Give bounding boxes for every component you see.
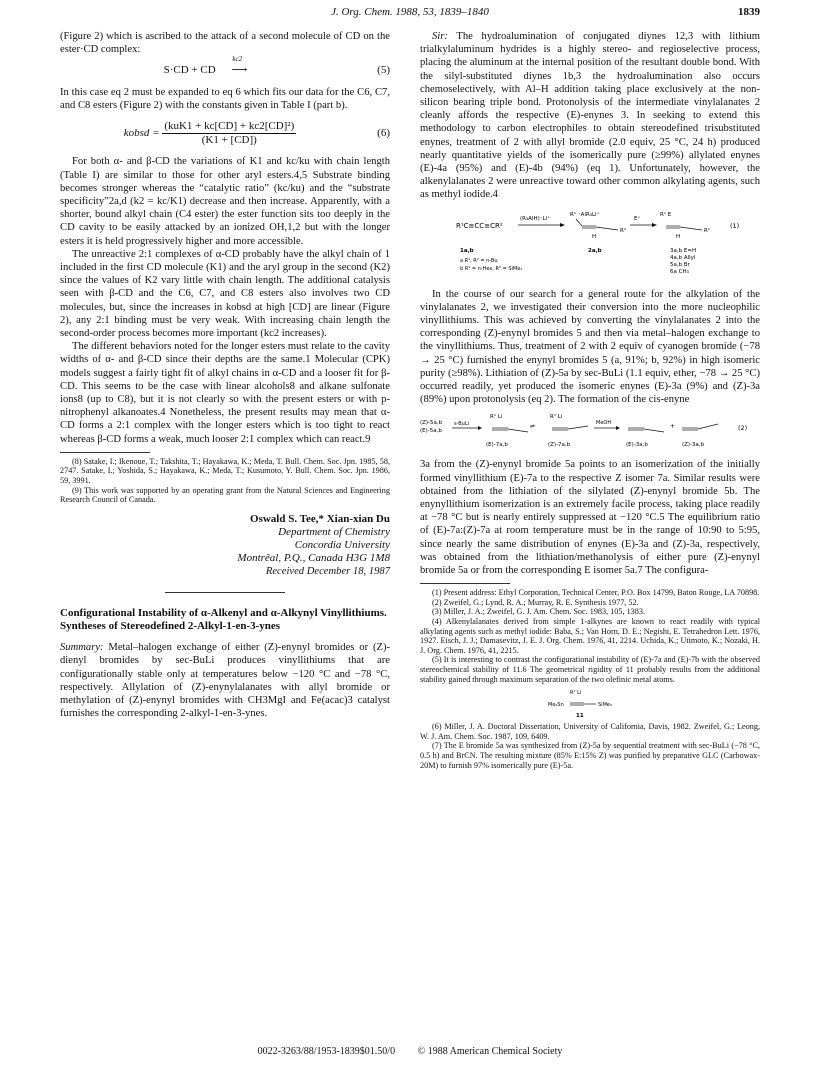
compound-label: 5a,b Br — [670, 261, 690, 268]
summary-paragraph — [60, 641, 390, 720]
received-date: Received December 18, 1987 — [265, 566, 390, 578]
triple-bond-line — [596, 227, 618, 230]
paragraph: (Figure 2) which is ascribed to the attack of a second molecule of CD on the ester·CD complex: — [60, 31, 390, 56]
left-column — [60, 30, 390, 720]
sir-heading: Sir: — [432, 31, 448, 42]
footnote-6: (6) Miller, J. A. Doctoral Dissertation, University of California, Davis, 1982. Zweifel, G.; Leong, W. J. Am. Chem. Soc. 1987, 109, 6409. — [420, 722, 760, 741]
compound-label: 4a,b Allyl — [670, 254, 696, 261]
eq5-lhs: S·CD + CD — [163, 64, 216, 77]
compound-label: (Z)-7a,b — [548, 442, 571, 449]
compound-label: (E)-7a,b — [486, 442, 508, 449]
arrowhead-icon — [616, 426, 620, 430]
scheme1-intermediate-top: R¹ ⁻AlR₃Li⁺ — [570, 211, 600, 218]
paragraph: For both α- and β-CD the variations of K1 and kc/ku with chain length (Table I) are similar to those for other aryl esters.4,5 Substrate binding becomes stronger whereas the “catalytic ratio” (kc/ku) and the “substrate specificity”2a,d (k2 = kc/K1) decrease and then increase. Apparently, with a shorter, bound alkyl chain (C4 ester) the ester function sits too deeply in the CD cavity to be easily attacked by an ionized OH,1,2 but with the longer esters it is held progressively higher and more accessible. — [60, 156, 390, 247]
affiliation-department: Department of Chemistry — [278, 526, 390, 539]
paragraph-text: The hydroalumination of conjugated diynes 12,3 with lithium trialkylaluminum hydrides is a highly stereo- and regioselective process, placing the aluminum at the internal position of the resultant double bond. With the silyl-substituted diynes 1b,3 the hydroalumination also occurs chemoselectively, with Al–H addition taking place exclusively at the non-silicon bearing triple bond. Protonolysis of the intermediate vinylalanates 2 cleanly affords the respective (E)-enynes 3. In seeking to extend this methodology to carbon electrophiles to obtain stereodefined trisubstituted enynes, treatment of 2 with allyl bromide (2.0 equiv, 25 °C, 24 h) produced nearly quantitative yields of the isomerically pure (≥99%) allylated enynes (E)-4a (95%) and (E)-4b (94%) (eq 1). Unfortunately, however, the alkenylalanates 2 were unreactive toward other common alkylating agents, such as methyl iodide.4 — [420, 31, 760, 201]
paragraph: The unreactive 2:1 complexes of α-CD probably have the alkyl chain of 1 included in the first CD molecule (K1) and the aryl group in the second (K2) since the values of K2 vary little with chain length. The additional catalysis seen with β-CD and the C6, C7, and C8 esters also involves two CD molecules, but, since the increases in kobsd at high [CD] are linear (Figure 2), any 2:1 binding must be very weak. With increasing chain length the second-order process becomes more important (kc2 increases). — [60, 248, 390, 340]
footnote-1: (1) Present address: Ethyl Corporation, Technical Center, P.O. Box 14799, Baton Rouge, LA 70898. — [432, 588, 760, 598]
triple-bond-line — [568, 426, 588, 429]
scheme2-intermediate-top: R¹ Li — [550, 414, 563, 421]
paragraph: 3a from the (Z)-enynyl bromide 5a points to an isomerization of the initially formed vinyllithium (E)-7a to the respective Z isomer 7a. Similar results were obtained from the lithiation of the silylated (Z)-enynyl bromide 5b. The enynyllithium isomerization is an extremely facile process, taking place readily at −78 °C but is nearly entirely suppressed at −120 °C.5 The equilibrium ratio of (E)-7a:(Z)-7a at room temperature must be in the range of 10:90 to 5:95, since nearly the same distribution of enynes (E)-3a and (Z)-3a, respectively, was obtained from the lithiation/methanolysis of either pure (Z)-enynyl bromide 5a or from the corresponding E isomer 5a.7 The configura- — [420, 459, 760, 577]
paragraph — [420, 30, 760, 202]
article-title: Configurational Instability of α-Alkenyl and α-Alkynyl Vinyllithiums. Syntheses of Stereodefined 2-Alkyl-1-en-3-ynes — [60, 607, 387, 633]
eq5-arrow-label: kc2 — [232, 55, 243, 64]
scheme1-starting-material: R¹C≡CC≡CR² — [456, 221, 503, 230]
footnote-3: (3) Miller, J. A.; Zweifel, G. J. Am. Chem. Soc. 1983, 105, 1383. — [432, 607, 645, 617]
arrowhead-icon — [560, 223, 565, 227]
scheme1-electrophile: E⁺ — [634, 215, 641, 222]
substituent-definition: a R¹, R² = n-Bu — [460, 257, 498, 264]
eq6-fraction — [162, 120, 296, 147]
scheme1-h: H — [676, 233, 681, 240]
eq6-lhs: kobsd = — [123, 127, 160, 140]
triple-bond-line — [508, 429, 528, 432]
author-names: Oswald S. Tee,* Xian-xian Du — [250, 512, 390, 525]
compound-label: 6a CH₃ — [670, 268, 689, 275]
summary-heading: Summary: — [60, 642, 104, 654]
triple-bond-line — [680, 227, 702, 230]
scheme2-starting-material: (E)-5a,b — [420, 428, 442, 435]
footnote-divider — [60, 452, 150, 453]
footnote-divider — [420, 583, 510, 584]
affiliation-address: Montrêal, P.Q., Canada H3G 1M8 — [237, 552, 390, 565]
page-footer — [60, 1046, 760, 1057]
footnote-4: (4) Alkenylalanates derived from simple 1-alkynes are known to react readily with typical alkylating agents such as methyl iodide: Baba, S.; Van Horn, D. E.; Negishi, E. Tetrahedron Lett. 1976, 1927. Eisch, J. J.; Damasevitz, J. E. J. Org. Chem. 1976, 41, 2214. Uchida, K.; Utimoto, K.; Nozaki, H. J. Org. Chem. 1976, 41, 2215. — [420, 617, 760, 655]
affiliation-university: Concordia University — [294, 539, 390, 552]
article-code: 0022-3263/88/1953-1839$01.50/0 — [257, 1046, 396, 1057]
footnote-7: (7) The E bromide 5a was synthesized from (Z)-5a by sequential treatment with sec-BuLi (−78 °C, 0.5 h) and BrCN. The resulting mixture (85% E:15% Z) was purified by preparative GLC (Carbowax-20M) to furnish 97% isomerically pure (E)-5a. — [420, 741, 760, 770]
arrowhead-icon — [652, 223, 657, 227]
arrowhead-icon — [478, 426, 482, 430]
reaction-scheme-1 — [420, 206, 760, 284]
compound-label: 2a,b — [588, 247, 602, 254]
substituent-definition: b R¹ = n-Hex, R² = SiMe₃ — [460, 265, 523, 272]
summary-text: Metal–halogen exchange of either (Z)-enynyl bromides or (Z)-dienyl bromides by sec-BuLi produces vinyllithiums that are configurationally stable only at temperatures below −120 °C and −78 °C, respectively. Allylation of (Z)-enynylalanates with allyl bromide or methylation of (Z)-enynyl bromides with CH3MgI and Fe(acac)3 catalyst furnishes the corresponding 2-alkyl-1-en-3-ynes. — [60, 642, 390, 720]
equation-6 — [60, 120, 390, 147]
scheme1-r2: R² — [704, 227, 711, 234]
triple-bond-line — [644, 429, 664, 432]
equation-number: (5) — [377, 64, 390, 77]
eq6-denominator: (K1 + [CD]) — [201, 134, 257, 147]
footnote-2: (2) Zweifel, G.; Lynd, R. A.; Murray, R. E. Synthesis 1977, 52. — [432, 597, 639, 607]
structure-11 — [420, 686, 760, 720]
section-divider — [165, 592, 285, 593]
equation-number: (2) — [738, 424, 748, 433]
scheme2-quench: MeOH — [596, 420, 612, 427]
equation-5 — [60, 55, 390, 77]
page-number: 1839 — [738, 6, 760, 18]
journal-citation: J. Org. Chem. 1988, 53, 1839–1840 — [331, 6, 489, 18]
structure-11-right: SiMe₃ — [598, 702, 612, 709]
copyright-notice: © 1988 American Chemical Society — [417, 1046, 563, 1057]
scheme1-product-top: R¹ E — [660, 211, 672, 218]
paragraph: The different behaviors noted for the longer esters must relate to the cavity widths of α- and β-CD since their depths are the same.1 Molecular (CPK) models suggest a fairly tight fit of alkyl chains in α-CD and a looser fit for β-CD. This seems to be the case with linear alcohols8 and alkane sulfonate ions8 (up to C8), but it is not clearly so with the present esters or with p-nitrophenyl alkanoates.4 Nonetheless, the present results may mean that α-CD forms a 2:1 complex with the longer esters which is too tight to react whereas β-CD forms a weak, much looser 2:1 complex which can react.9 — [60, 341, 390, 445]
eq6-numerator: (kuK1 + kc[CD] + kc2[CD]²) — [162, 120, 296, 134]
running-header — [60, 6, 760, 22]
bond-line — [576, 219, 582, 226]
footnote-8: (8) Satake, I.; Ikenoue, T.; Takshita, T.; Hayakawa, K.; Meda, T. Bull. Chem. Soc. Jpn. 1985, 58, 2747. Satake, I.; Yoshida, S.; Hayakawa, K.; Meda, T.; Kusumoto, Y. Bull. Chem. Soc. Jpn. 1986, 59, 3991. — [60, 456, 390, 486]
compound-label: 3a,b E=H — [670, 247, 697, 254]
paragraph: In the course of our search for a general route for the alkylation of the vinylalanates 2, we investigated their conversion into the more nucleophilic vinyllithiums. This was achieved by converting the vinylalanates 2 into the corresponding (Z)-enynyl bromides 5 and then via metal–halogen exchange to the vinyllithiums. Thus, treatment of 2 with 2 equiv of cyanogen bromide (−78 → 25 °C) furnished the enynyl bromides 5 (a, 91%; b, 92%) in high isomeric purity (≥98%). Lithiation of (Z)-5a by sec-BuLi (1.1 equiv, ether, −78 → 25 °C) occurred readily, yet produced the isomeric enynes (E)-3a (9%) and (Z)-3a (89%) upon protonolysis (eq 2). The formation of the cis-enyne — [420, 288, 761, 406]
scheme1-h: H — [592, 233, 597, 240]
compound-label: 1a,b — [460, 247, 474, 254]
footnote-9: (9) This work was supported by an operating grant from the Natural Sciences and Engineering Research Council of Canada. — [60, 485, 390, 505]
structure-11-top: R¹ Li — [570, 690, 582, 697]
equation-number: (6) — [377, 127, 390, 140]
reaction-scheme-2 — [420, 410, 760, 454]
reaction-arrow-icon: ⟶ — [231, 64, 248, 77]
scheme1-r2: R² — [620, 227, 627, 234]
compound-label: (Z)-3a,b — [682, 442, 705, 449]
scheme2-intermediate-top: R¹ Li — [490, 414, 503, 421]
plus-sign: + — [670, 423, 676, 431]
compound-label: 11 — [576, 713, 584, 720]
paragraph: In this case eq 2 must be expanded to eq 6 which fits our data for the C6, C7, and C8 esters (Figure 2) with the constants given in Table I (part b). — [60, 86, 390, 111]
footnote-5: (5) It is interesting to contrast the configurational instability of (E)-7a and (E)-7b with the observed stereochemical stability of 11.6 The geometrical rigidity of 11 probably results from the additional stability gained through maximum separation of the two olefinic metal atoms. — [420, 655, 760, 684]
compound-label: (E)-3a,b — [626, 442, 648, 449]
scheme2-starting-material: (Z)-5a,b — [420, 420, 443, 427]
right-column — [420, 30, 760, 770]
scheme1-reagent: (R₃AlH)⁻Li⁺ — [520, 215, 551, 222]
equilibrium-arrow-icon: ⇌ — [530, 423, 536, 431]
triple-bond-line — [698, 424, 718, 429]
structure-11-left: Me₃Sn — [548, 702, 564, 709]
equation-number: (1) — [730, 221, 740, 230]
scheme2-reagent: s-BuLi — [454, 421, 470, 428]
